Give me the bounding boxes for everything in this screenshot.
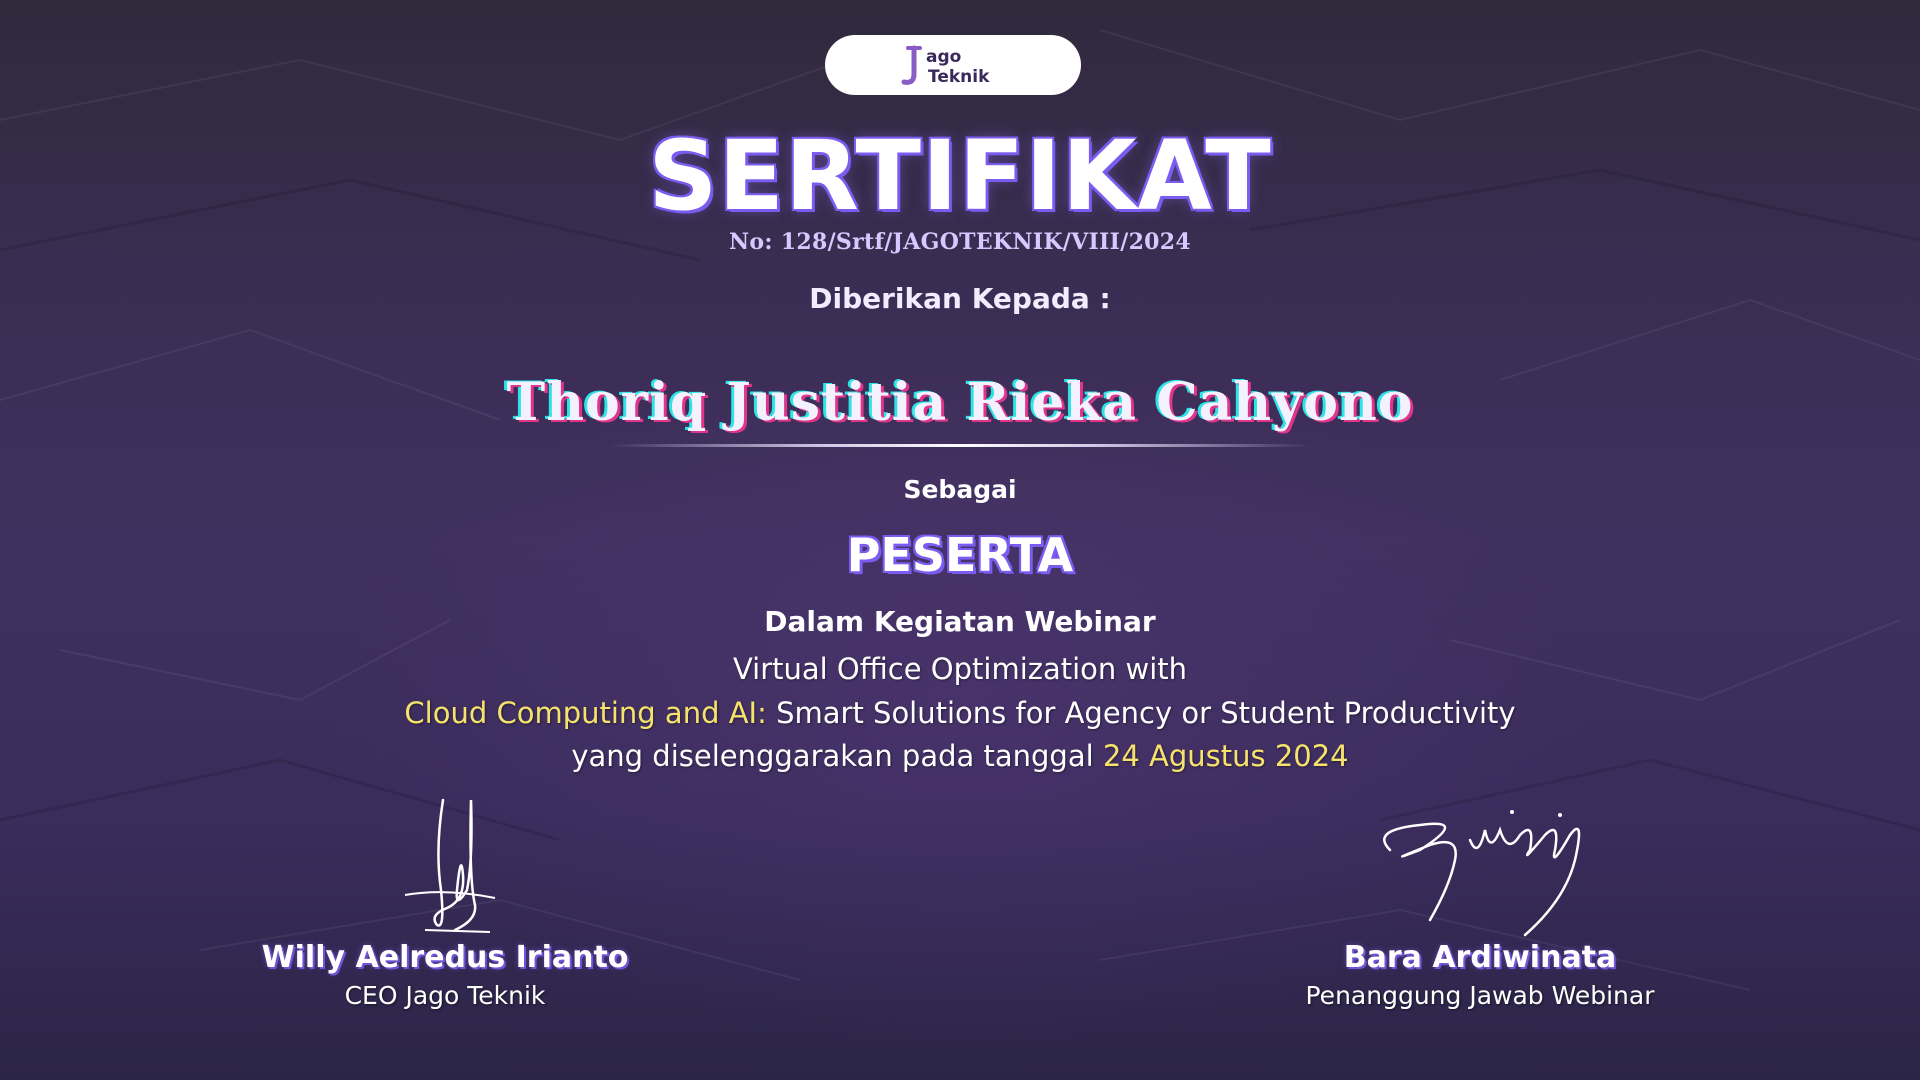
event-title-line-2 [0, 696, 1920, 730]
participant-role: PESERTA [846, 528, 1074, 582]
signer-name-webinar-lead: Bara Ardiwinata [1343, 940, 1617, 975]
signature-ceo-icon [385, 790, 505, 940]
event-title-line-1: Virtual Office Optimization with [732, 652, 1188, 686]
recipient-name: Thoriq Justitia Rieka Cahyono [506, 372, 1414, 433]
event-title-highlight: Cloud Computing and AI: [404, 696, 767, 730]
activity-label: Dalam Kegiatan Webinar [764, 605, 1156, 638]
event-title-rest: Smart Solutions for Agency or Student Productivity [766, 696, 1516, 730]
signature-block-webinar-lead [1260, 790, 1700, 1010]
as-label: Sebagai [903, 475, 1017, 504]
logo-brand-top: ago [926, 47, 962, 67]
signature-webinar-lead-icon [1360, 790, 1600, 940]
event-date-prefix: yang diselenggarakan pada tanggal [571, 739, 1103, 773]
signature-block-ceo [240, 790, 650, 1010]
name-divider [610, 444, 1310, 447]
certificate-number: No: 128/Srtf/JAGOTEKNIK/VIII/2024 [728, 229, 1192, 255]
logo-brand-bottom: Teknik [928, 67, 990, 87]
given-to-label: Diberikan Kepada : [809, 282, 1111, 315]
event-date-line [0, 739, 1920, 773]
signer-title-ceo: CEO Jago Teknik [344, 981, 546, 1010]
signer-title-webinar-lead: Penanggung Jawab Webinar [1305, 981, 1655, 1010]
jago-teknik-logo-icon [898, 40, 1008, 90]
certificate-title: SERTIFIKAT [648, 120, 1272, 232]
signer-name-ceo: Willy Aelredus Irianto [261, 940, 629, 975]
logo-badge [825, 35, 1081, 95]
event-date: 24 Agustus 2024 [1102, 739, 1349, 773]
